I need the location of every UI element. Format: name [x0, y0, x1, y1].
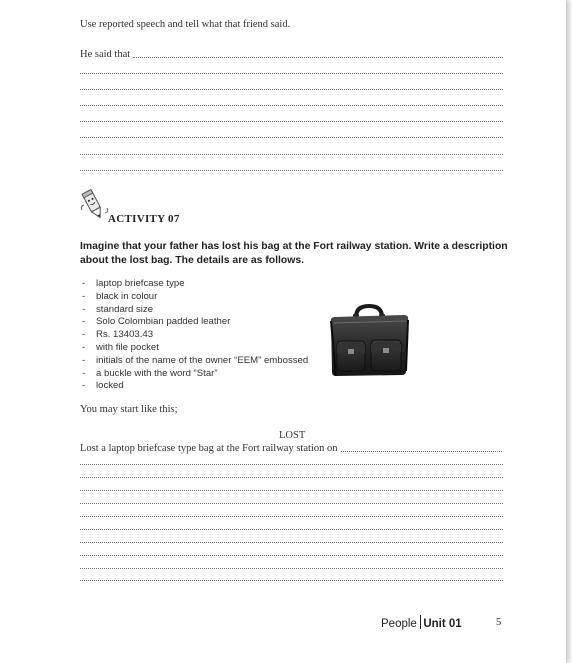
- answer-line-start: [80, 49, 130, 60]
- lost-answer-line-11[interactable]: [80, 580, 503, 581]
- reported-speech-instruction: Use reported speech and tell what that friend said.: [80, 19, 291, 30]
- lost-answer-line-5[interactable]: [80, 503, 503, 504]
- answer-line-5[interactable]: [80, 121, 503, 122]
- pencil-mascot-icon: [78, 188, 110, 224]
- lost-answer-line-4[interactable]: [80, 490, 503, 491]
- list-item: - with file pocket: [82, 341, 159, 353]
- list-item: - Solo Colombian padded leather: [82, 316, 231, 328]
- list-item: - laptop briefcase type: [82, 278, 185, 289]
- lost-answer-line-9[interactable]: [80, 555, 503, 556]
- list-item: - standard size: [82, 303, 154, 315]
- page-number: 5: [496, 617, 502, 628]
- footer-divider: [420, 615, 422, 629]
- start-instruction: You may start like this;: [80, 404, 178, 415]
- activity-title: ACTIVITY 07: [108, 213, 180, 225]
- lost-answer-line-8[interactable]: [80, 542, 503, 543]
- answer-line-3[interactable]: [80, 89, 503, 90]
- list-item: - black in colour: [82, 290, 158, 302]
- footer-book-title: People: [381, 618, 417, 630]
- lost-heading: LOST: [279, 430, 306, 441]
- lost-answer-line-6[interactable]: [80, 516, 503, 517]
- lost-answer-line-7[interactable]: [80, 529, 503, 530]
- answer-line-2[interactable]: [80, 73, 503, 74]
- lost-line-start: Lost a laptop briefcase type bag at the Fort railway station on: [80, 443, 338, 454]
- lost-answer-line-3[interactable]: [80, 477, 503, 478]
- activity-prompt: Imagine that your father has lost his bag at the Fort railway station. Write a description about the lost bag. The details are as follows.: [80, 241, 508, 266]
- list-item: - Rs. 13403.43: [82, 329, 154, 341]
- lost-answer-line-10[interactable]: [80, 568, 503, 569]
- briefcase-image: [326, 303, 412, 379]
- list-item: - locked: [82, 380, 124, 392]
- answer-line-4[interactable]: [80, 105, 503, 106]
- answer-line-8[interactable]: [80, 170, 503, 171]
- answer-line-6[interactable]: [80, 137, 503, 138]
- answer-line-7[interactable]: [80, 154, 503, 155]
- line-start-text: He said that: [80, 49, 131, 60]
- list-item: - initials of the name of the owner “EEM” embossed: [82, 354, 309, 366]
- bag-details-list: [82, 278, 308, 393]
- lost-answer-line-2[interactable]: [80, 464, 503, 465]
- footer-unit: Unit 01: [423, 618, 462, 630]
- answer-line-1[interactable]: [133, 57, 503, 58]
- page-footer: [381, 615, 462, 630]
- lost-answer-line-1[interactable]: [341, 451, 502, 452]
- list-item: - a buckle with the word “Star”: [82, 367, 218, 379]
